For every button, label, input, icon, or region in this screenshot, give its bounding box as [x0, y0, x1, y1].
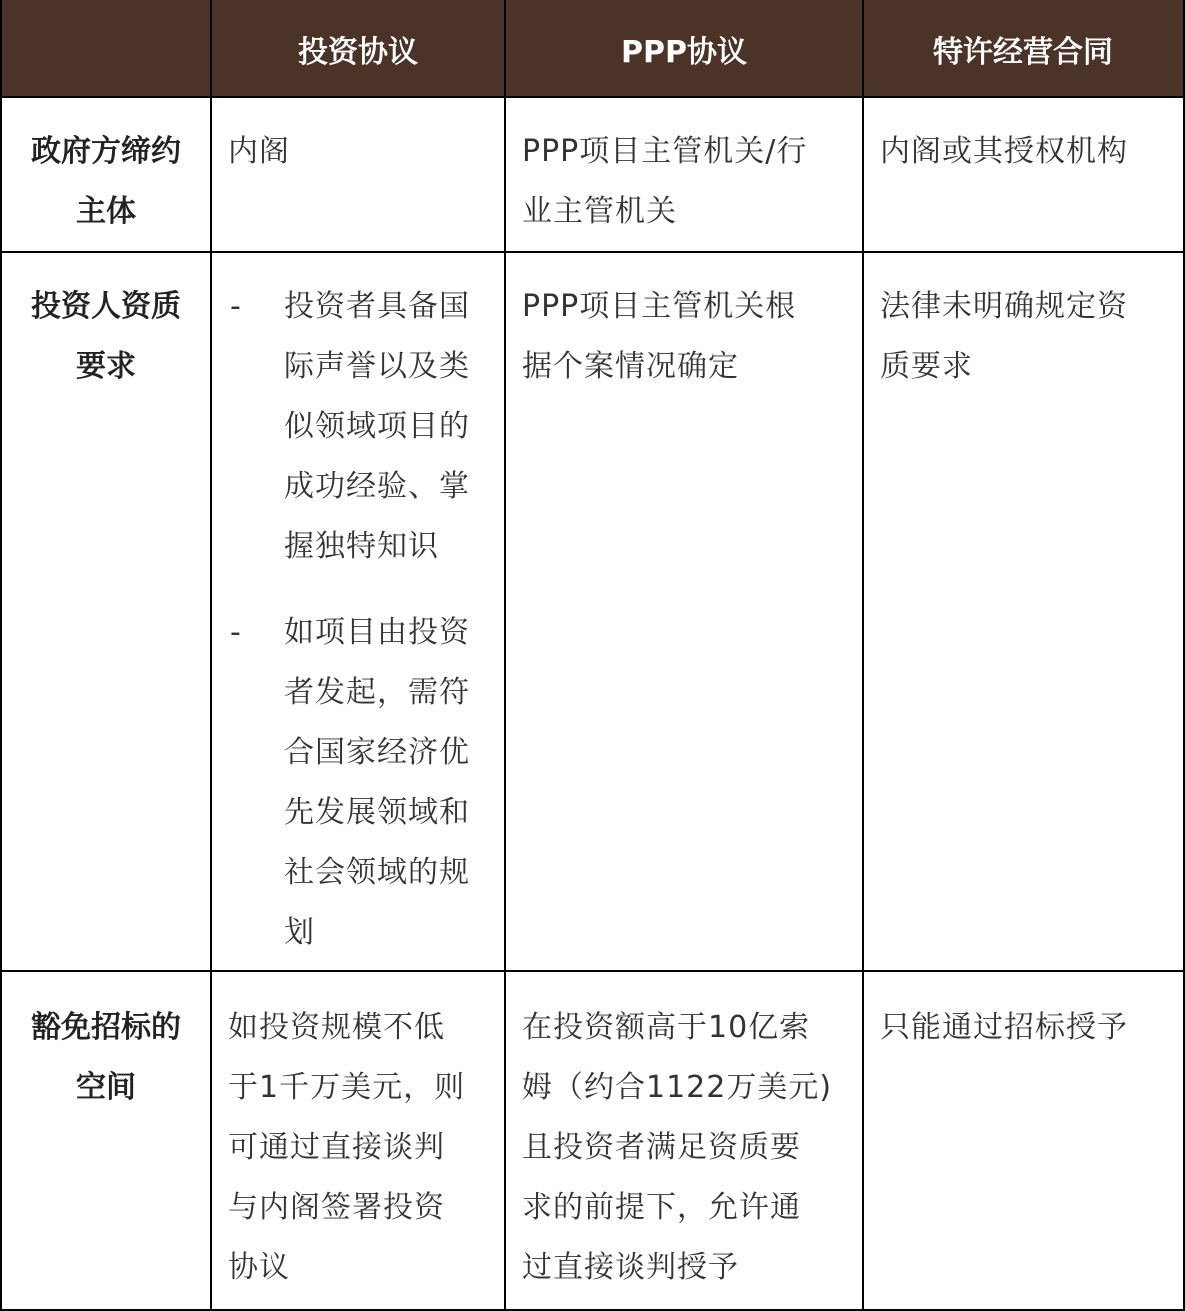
cell-concession-contracting-party: 内阁或其授权机构 — [880, 134, 1128, 169]
row-label-contracting-party: 政府方缔约 主体 — [31, 134, 181, 229]
cell-ppp-tender-exemption: 在投资额高于10亿索 姆（约合1122万美元) 且投资者满足资质要 求的前提下，允许通 过直接谈判授予 — [522, 1010, 833, 1285]
table-divider-2 — [504, 0, 506, 1311]
cell-concession-tender-exemption: 只能通过招标授予 — [880, 1010, 1128, 1045]
bullet-marker: - — [230, 289, 241, 324]
header-ppp-agreement: PPP协议 — [621, 34, 747, 70]
cell-investment-contracting-party: 内阁 — [228, 134, 290, 169]
bullet-item-investor-reputation: 投资者具备国 际声誉以及类 似领域项目的 成功经验、掌 握独特知识 — [284, 289, 470, 564]
row-divider-1 — [0, 251, 1185, 253]
cell-investment-tender-exemption: 如投资规模不低 于1千万美元，则 可通过直接谈判 与内阁签署投资 协议 — [228, 1010, 466, 1285]
bullet-marker: - — [230, 615, 241, 650]
row-divider-2 — [0, 970, 1185, 972]
row-label-investor-qualification: 投资人资质 要求 — [31, 289, 181, 384]
table-divider-3 — [862, 0, 864, 1311]
cell-concession-investor-qualification: 法律未明确规定资 质要求 — [880, 289, 1128, 384]
row-label-tender-exemption: 豁免招标的 空间 — [31, 1010, 181, 1105]
table-divider-1 — [210, 0, 212, 1311]
table-border-left — [0, 0, 2, 1311]
header-concession-contract: 特许经营合同 — [933, 34, 1113, 70]
row-divider-header — [0, 96, 1185, 98]
cell-ppp-contracting-party: PPP项目主管机关/行 业主管机关 — [522, 134, 808, 229]
cell-ppp-investor-qualification: PPP项目主管机关根 据个案情况确定 — [522, 289, 797, 384]
header-investment-agreement: 投资协议 — [298, 34, 418, 70]
bullet-item-investor-initiated: 如项目由投资 者发起，需符 合国家经济优 先发展领域和 社会领域的规 划 — [284, 615, 470, 950]
